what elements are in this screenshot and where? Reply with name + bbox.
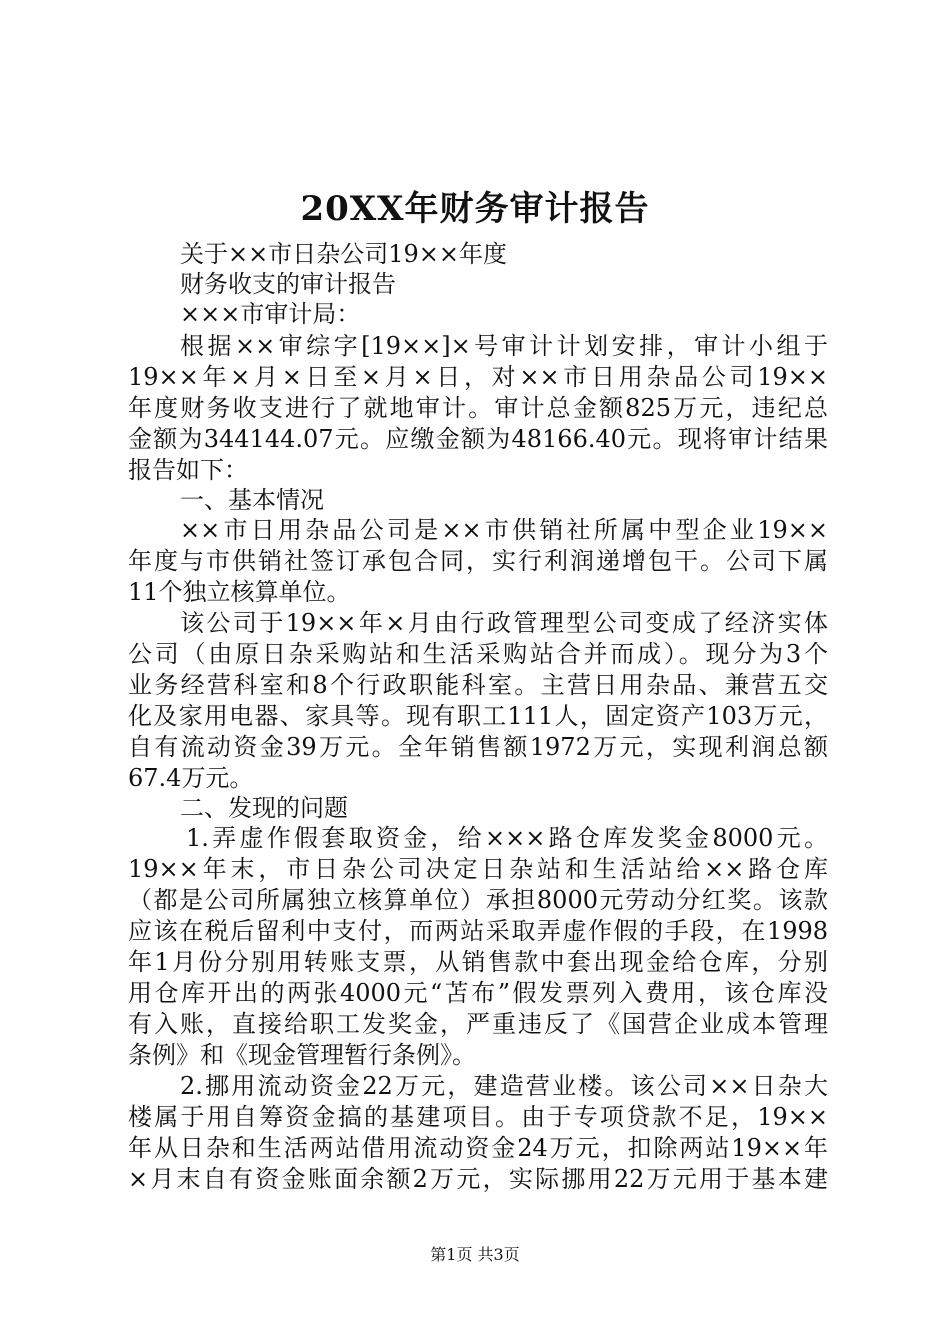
paragraph-line: 年度财务收支进行了就地审计。审计总金额825万元，违纪总: [128, 394, 828, 422]
subtitle-line-1: 关于××市日杂公司19××年度: [180, 240, 507, 268]
paragraph-line: 化及家用电器、家具等。现有职工111人，固定资产103万元，: [128, 702, 828, 730]
paragraph-line: 年度与市供销社签订承包合同，实行利润递增包干。公司下属: [128, 547, 828, 575]
paragraph-line: 19××年×月×日至×月×日，对××市日用杂品公司19××: [128, 363, 828, 391]
paragraph-line: 用仓库开出的两张4000元“苫布”假发票列入费用，该仓库没: [128, 979, 828, 1007]
paragraph-line: 条例》和《现金管理暂行条例》。: [128, 1041, 476, 1069]
paragraph-line: 年1月份分别用转账支票，从销售款中套出现金给仓库，分别: [128, 948, 828, 976]
paragraph-line: 该公司于19××年×月由行政管理型公司变成了经济实体: [180, 609, 828, 637]
paragraph-line: 根据××审综字[19××]×号审计计划安排，审计小组于: [180, 332, 828, 360]
paragraph-line: 自有流动资金39万元。全年销售额1972万元，实现利润总额: [128, 733, 828, 761]
section-heading-1: 一、基本情况: [180, 486, 324, 514]
document-title: 20XX年财务审计报告: [300, 189, 650, 229]
paragraph-line: 金额为344144.07元。应缴金额为48166.40元。现将审计结果: [128, 425, 828, 453]
page-number-footer: 第1页 共3页: [430, 1245, 520, 1264]
paragraph-line: 应该在税后留利中支付，而两站采取弄虚作假的手段，在1998: [128, 917, 828, 945]
paragraph-line: 年从日杂和生活两站借用流动资金24万元，扣除两站19××年: [128, 1134, 828, 1162]
paragraph-line: 1.弄虚作假套取资金，给×××路仓库发奖金8000元。: [186, 824, 828, 852]
paragraph-line: 有入账，直接给职工发奖金，严重违反了《国营企业成本管理: [128, 1010, 828, 1038]
paragraph-line: 19××年末，市日杂公司决定日杂站和生活站给××路仓库: [128, 855, 828, 883]
paragraph-line: ×月末自有资金账面余额2万元，实际挪用22万元用于基本建: [128, 1165, 828, 1193]
paragraph-line: 公司（由原日杂采购站和生活采购站合并而成）。现分为3个: [128, 640, 828, 668]
section-heading-2: 二、发现的问题: [180, 794, 348, 822]
paragraph-line: 11个独立核算单位。: [128, 578, 351, 606]
paragraph-line: 业务经营科室和8个行政职能科室。主营日用杂品、兼营五交: [128, 671, 828, 699]
subtitle-line-2: 财务收支的审计报告: [180, 270, 396, 298]
paragraph-line: 楼属于用自筹资金搞的基建项目。由于专项贷款不足，19××: [128, 1103, 828, 1131]
paragraph-line: 67.4万元。: [128, 764, 254, 792]
paragraph-line: （都是公司所属独立核算单位）承担8000元劳动分红奖。该款: [128, 886, 828, 914]
paragraph-line: 报告如下：: [128, 456, 248, 484]
paragraph-line: 2.挪用流动资金22万元，建造营业楼。该公司××日杂大: [180, 1072, 828, 1100]
paragraph-line: ××市日用杂品公司是××市供销社所属中型企业19××: [180, 516, 828, 544]
addressee-line: ×××市审计局：: [180, 300, 361, 328]
